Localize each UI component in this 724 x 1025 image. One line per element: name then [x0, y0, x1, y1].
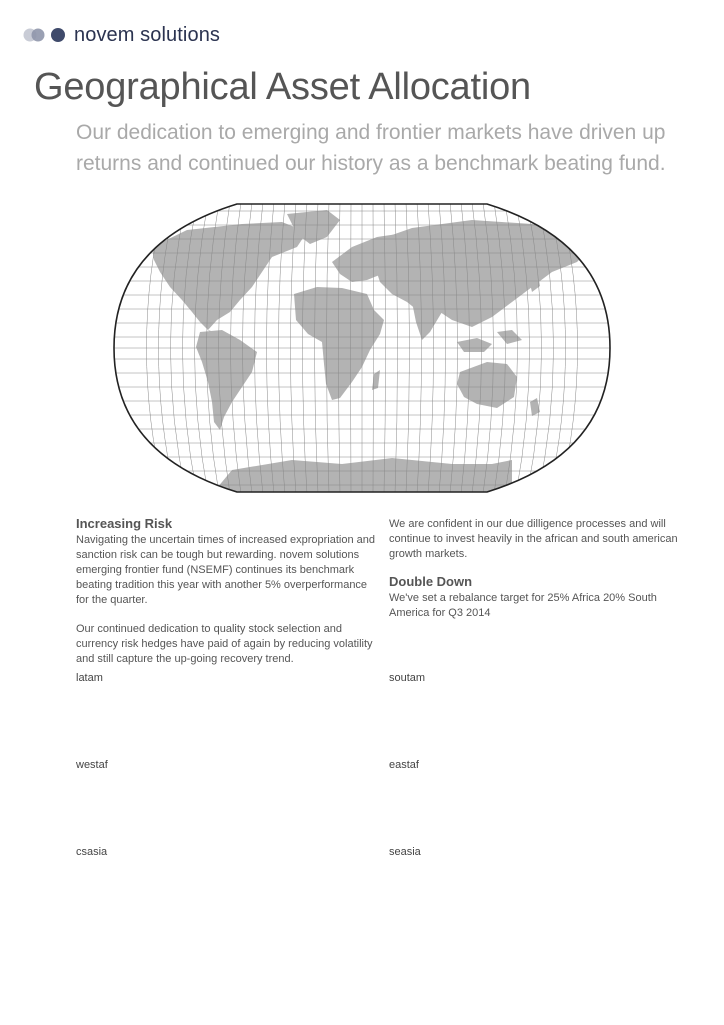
region-label-eastaf: eastaf — [389, 759, 419, 771]
world-map — [112, 202, 612, 494]
increasing-risk-heading: Increasing Risk — [76, 516, 173, 531]
region-label-seasia: seasia — [389, 846, 421, 858]
due-diligence-paragraph: We are confident in our due dilligence processes and will continue to invest heavily in the african and south american growth markets. — [389, 518, 678, 560]
page-title: Geographical Asset Allocation — [34, 66, 531, 108]
increasing-risk-paragraph: Navigating the uncertain times of increased expropriation and sanction risk can be tough but rewarding. novem solutions emerging frontier fund (NSEMF) continues its benchmark beating tradition this year with another 5% overperformance for the quarter. — [76, 534, 376, 606]
region-label-csasia: csasia — [76, 846, 108, 858]
stock-selection-paragraph: Our continued dedication to quality stock selection and currency risk hedges have paid of again by reducing volatility and still capture the up-going recovery trend. — [76, 623, 373, 665]
page-subtitle: Our dedication to emerging and frontier markets have driven up returns and continued our history as a benchmark beating fund. — [76, 121, 666, 175]
right-column — [389, 517, 689, 621]
novem-dots-icon — [22, 22, 68, 48]
double-down-heading: Double Down — [389, 574, 473, 589]
brand-name: novem solutions — [74, 23, 221, 46]
left-column — [76, 516, 376, 667]
brand-logo — [22, 22, 220, 48]
rebalance-target-paragraph: We've set a rebalance target for 25% Africa 20% South America for Q3 2014 — [389, 592, 657, 619]
region-label-westaf: westaf — [76, 759, 108, 771]
region-label-soutam: soutam — [389, 672, 426, 684]
region-label-latam: latam — [76, 672, 103, 684]
